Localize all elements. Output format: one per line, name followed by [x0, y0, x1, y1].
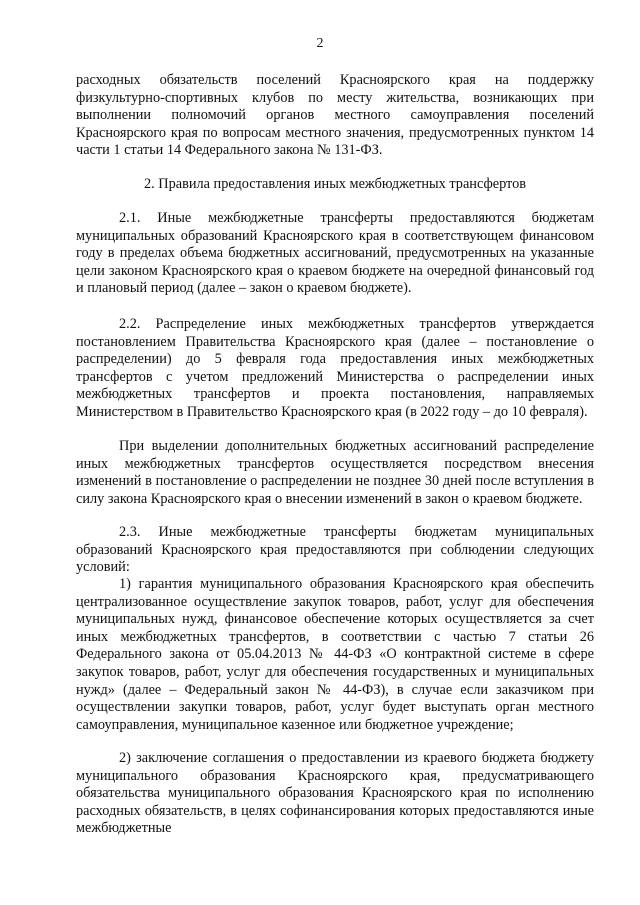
- paragraph-condition-1: 1) гарантия муниципального образования Красноярского края обеспечить централизованное осуществление закупок товаров, работ, услуг для обеспечения муниципальных нужд, финансовое обеспечение которых осуществляется за счет иных межбюджетных трансфертов, в соответствии с частью 7 статьи 26 Федерального закона от 05.04.2013 № 44-ФЗ «О контрактной системе в сфере закупок товаров, работ, услуг для обеспечения государственных и муниципальных нужд» (далее – Федеральный закон № 44-ФЗ), в случае если заказчиком при осуществлении закупки товаров, работ, услуг будет выступать орган местного самоуправления, муниципальное казенное или бюджетное учреждение;: [76, 576, 594, 733]
- paragraph-2-3: 2.3. Иные межбюджетные трансферты бюджетам муниципальных образований Красноярского края предоставляются при соблюдении следующих условий:: [76, 524, 594, 576]
- page-number: 2: [316, 36, 324, 51]
- paragraph-2-1: 2.1. Иные межбюджетные трансферты предоставляются бюджетам муниципальных образований Красноярского края в соответствующем финансовом году в пределах объема бюджетных ассигнований, предусмотренных на указанные цели законом Красноярского края о краевом бюджете на очередной финансовый год и плановый период (далее – закон о краевом бюджете).: [76, 210, 594, 297]
- paragraph-2-2: 2.2. Распределение иных межбюджетных трансфертов утверждается постановлением Правительства Красноярского края (далее – постановление о распределении) до 5 февраля года предоставления иных межбюджетных трансфертов с учетом предложений Министерства о распределении иных межбюджетных трансфертов и проекта постановления, направляемых Министерством в Правительство Красноярского края (в 2022 году – до 10 февраля).: [76, 316, 594, 420]
- section-heading: 2. Правила предоставления иных межбюджетных трансфертов: [143, 176, 526, 192]
- intro-paragraph: расходных обязательств поселений Красноярского края на поддержку физкультурно-спортивных клубов по месту жительства, возникающих при выполнении полномочий органов местного самоуправления поселений Красноярского края по вопросам местного значения, предусмотренных пунктом 14 части 1 статьи 14 Федерального закона № 131-ФЗ.: [76, 72, 594, 159]
- paragraph-condition-2: 2) заключение соглашения о предоставлении из краевого бюджета бюджету муниципального образования Красноярского края, предусматривающего обязательства муниципального образования Красноярского края по исполнению расходных обязательств, в целях софинансирования которых предоставляются иные межбюджетные: [76, 750, 594, 837]
- paragraph-additional-allocations: При выделении дополнительных бюджетных ассигнований распределение иных межбюджетных трансфертов осуществляется посредством внесения изменений в постановление о распределении не позднее 30 дней после вступления в силу закона Красноярского края о внесении изменений в закон о краевом бюджете.: [76, 438, 594, 507]
